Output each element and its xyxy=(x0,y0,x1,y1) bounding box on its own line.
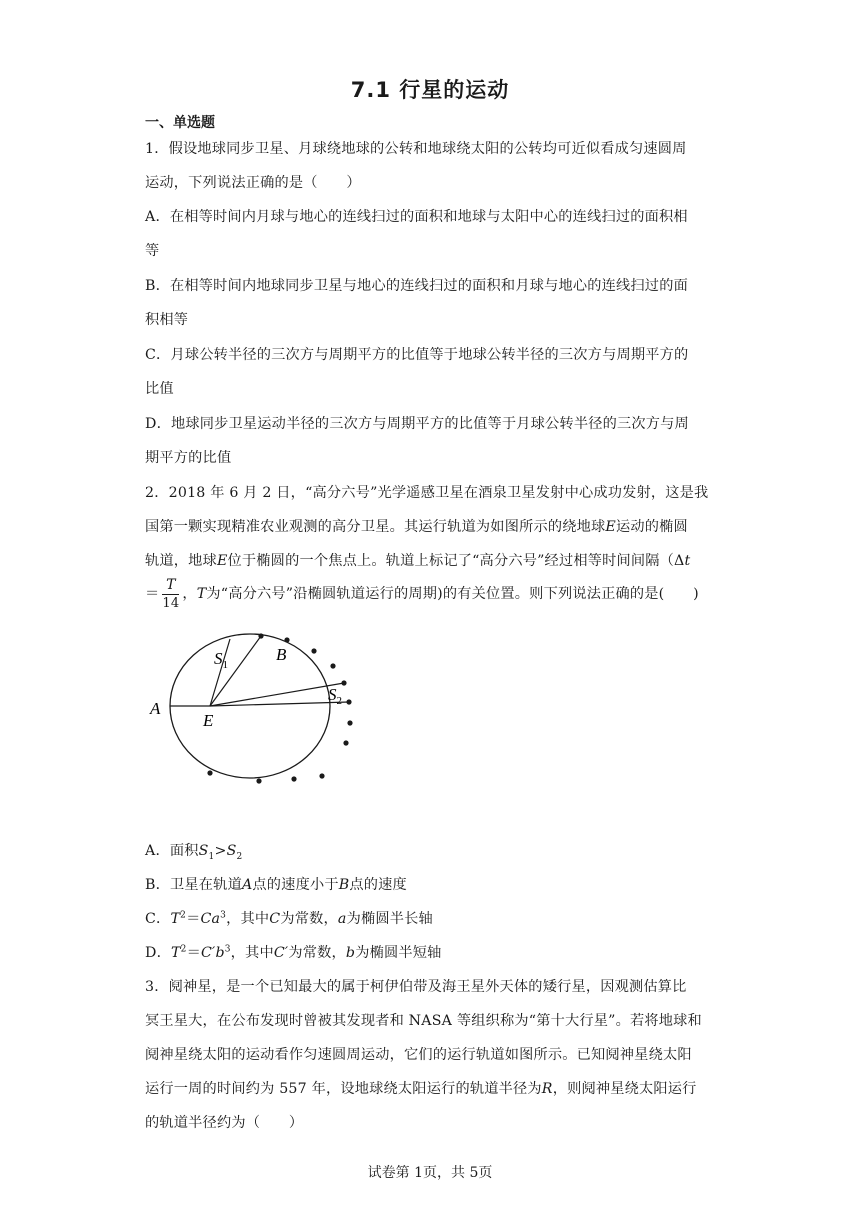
q2-option-b: B．卫星在轨道A点的速度小于B点的速度 xyxy=(145,877,407,893)
orbit-dot xyxy=(256,778,261,783)
q2-option-a: A．面积$S_1>S_2$ xyxy=(145,843,243,862)
q3-stem-line-2: 冥王星大，在公布发现时曾被其发现者和 NASA 等组织称为“第十大行星”。若将地球和 xyxy=(145,1013,702,1029)
orbit-dot xyxy=(284,637,289,642)
q1-stem-line-1: 1．假设地球同步卫星、月球绕地球的公转和地球绕太阳的公转均可近似看成匀速圆周 xyxy=(145,141,687,157)
q1-option-a-line-1: A．在相等时间内月球与地心的连线扫过的面积和地球与太阳中心的连线扫过的面积相 xyxy=(145,209,688,225)
orbit-dot xyxy=(343,740,348,745)
section-heading: 一、单选题 xyxy=(145,115,215,131)
elliptical-orbit-figure xyxy=(140,628,390,788)
page-footer: 试卷第 1页，共 5页 xyxy=(367,1165,493,1181)
q1-option-d-line-2: 期平方的比值 xyxy=(145,450,232,466)
orbit-dot xyxy=(346,699,351,704)
q1-option-d-line-1: D．地球同步卫星运动半径的三次方与周期平方的比值等于月球公转半径的三次方与周 xyxy=(145,416,689,432)
q3-stem-line-4: 运行一周的时间约为 557 年，设地球绕太阳运行的轨道半径为R，则阋神星绕太阳运行 xyxy=(145,1081,697,1097)
q2-stem-line-3: 轨道，地球E位于椭圆的一个焦点上。轨道上标记了“高分六号”经过相等时间间隔（Δt xyxy=(145,553,691,569)
q3-stem-line-5: 的轨道半径约为（ ） xyxy=(145,1115,304,1131)
orbit-dot xyxy=(291,776,296,781)
q1-option-c-line-2: 比值 xyxy=(145,381,174,397)
radius-E-to-S1-right xyxy=(210,636,261,706)
q1-option-b-line-1: B．在相等时间内地球同步卫星与地心的连线扫过的面积和月球与地心的连线扫过的面 xyxy=(145,278,688,294)
q1-option-a-line-2: 等 xyxy=(145,243,160,259)
orbit-dot xyxy=(347,720,352,725)
orbit-dot xyxy=(330,663,335,668)
orbit-dot xyxy=(311,648,316,653)
q1-option-c-line-1: C．月球公转半径的三次方与周期平方的比值等于地球公转半径的三次方与周期平方的 xyxy=(145,347,689,363)
label-E: E xyxy=(203,711,214,730)
label-S1: $S_1$ xyxy=(214,649,228,671)
q3-stem-line-3: 阋神星绕太阳的运动看作匀速圆周运动，它们的运行轨道如图所示。已知阋神星绕太阳 xyxy=(145,1047,692,1063)
orbit-dot xyxy=(319,773,324,778)
page-title: 7.1 行星的运动 xyxy=(350,78,510,102)
fraction-t-over-14: $\frac{T}{14}$ xyxy=(162,577,180,611)
q2-option-d: D．$T^2=C'b^3$，其中C′为常数，b为椭圆半短轴 xyxy=(145,944,442,961)
q1-stem-line-2: 运动，下列说法正确的是（ ） xyxy=(145,175,361,191)
label-B: B xyxy=(276,645,287,664)
q3-stem-line-1: 3．阋神星，是一个已知最大的属于柯伊伯带及海王星外天体的矮行星，因观测估算比 xyxy=(145,979,687,995)
label-A: A xyxy=(150,699,161,718)
orbit-dot xyxy=(207,770,212,775)
orbit-dot xyxy=(258,633,263,638)
orbit-dot xyxy=(341,680,346,685)
q1-option-b-line-2: 积相等 xyxy=(145,312,189,328)
label-S2: $S_2$ xyxy=(328,685,342,707)
q2-stem-line-2: 国第一颗实现精准农业观测的高分卫星。其运行轨道为如图所示的绕地球E运动的椭圆 xyxy=(145,519,688,535)
q2-stem-line-1: 2．2018 年 6 月 2 日，“高分六号”光学遥感卫星在酒泉卫星发射中心成功发射，这是我 xyxy=(145,485,709,501)
q2-option-c: C．$T^2=Ca^3$，其中C为常数，a为椭圆半长轴 xyxy=(145,910,433,927)
q2-stem-line-4: ＝ $\frac{T}{14}$ ，T为“高分六号”沿椭圆轨道运行的周期)的有关位置。则下列说法正确的是( ) xyxy=(145,577,699,611)
